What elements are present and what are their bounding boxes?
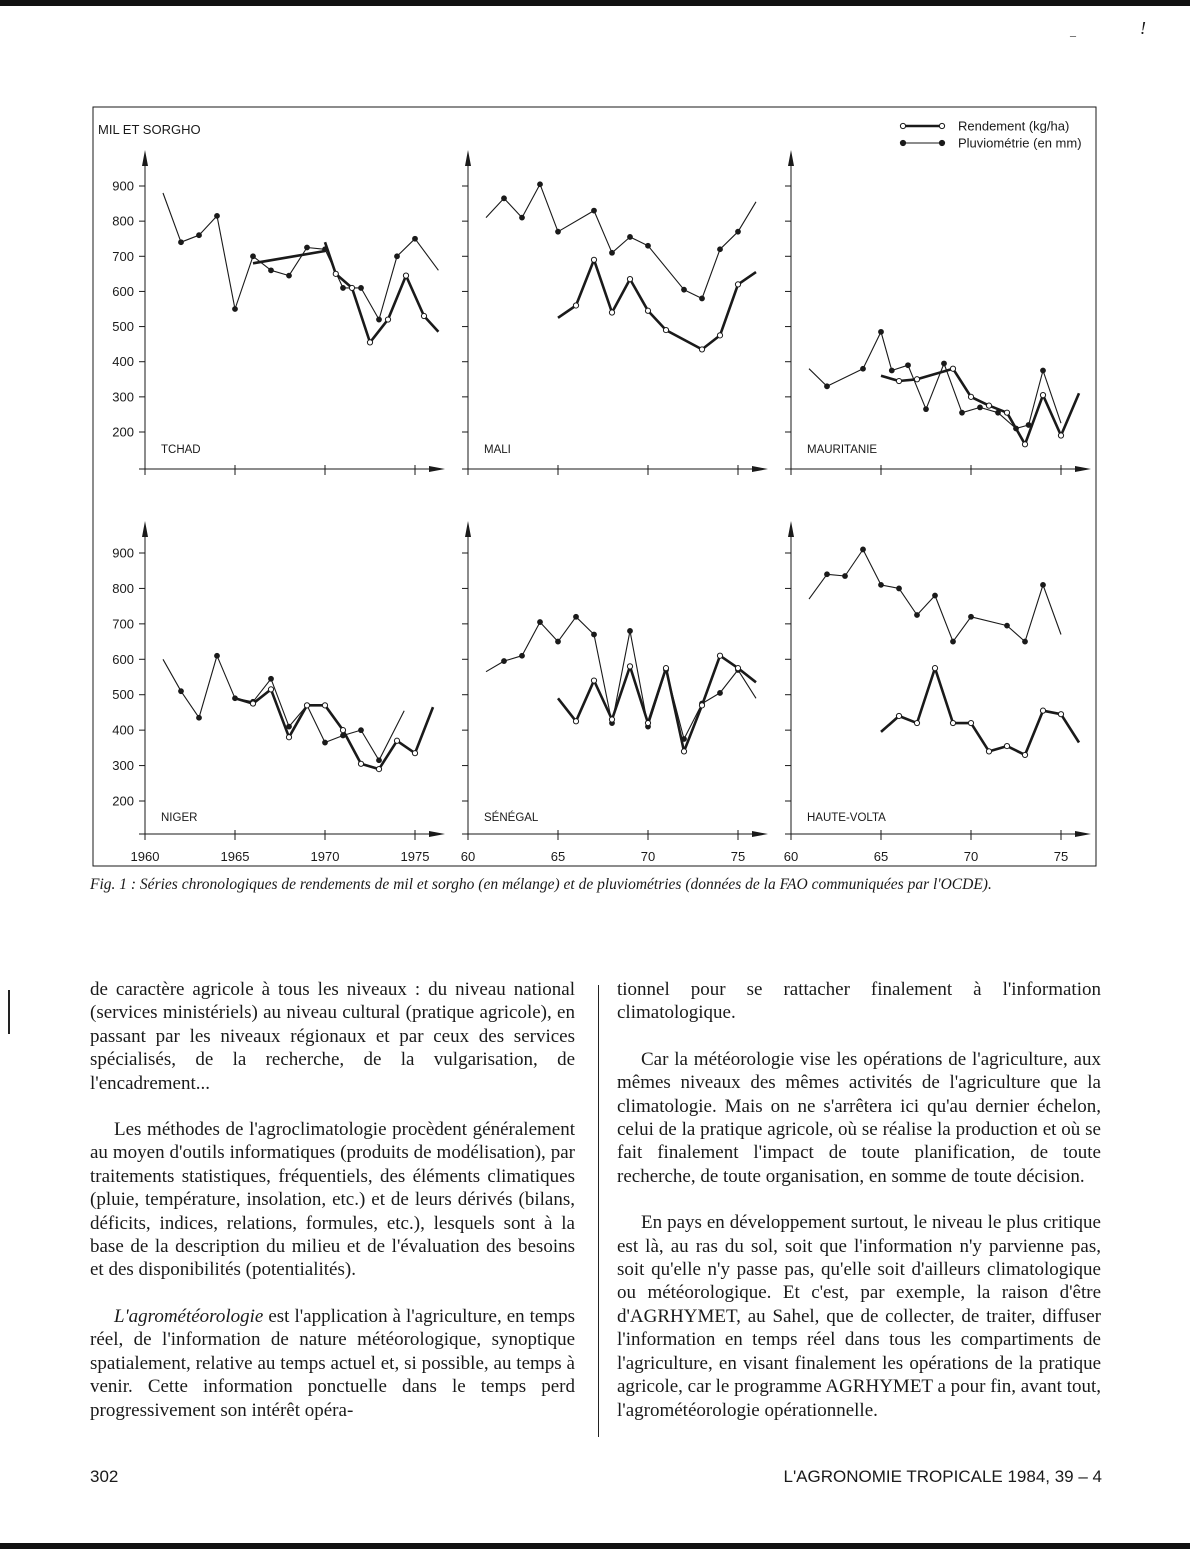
data-point-rain [628,235,633,240]
data-point-rain [233,307,238,312]
data-point-rain [897,586,902,591]
margin-mark: ! [1140,18,1146,38]
data-point-yield [950,720,955,725]
data-point-rain [889,368,894,373]
data-point-rain [197,233,202,238]
data-point-rain [861,547,866,552]
data-point-yield [385,317,390,322]
margin-rule [8,990,10,1034]
data-point-yield [376,767,381,772]
panel-label: MAURITANIE [807,444,878,456]
legend-marker [900,123,905,128]
data-point-yield [609,717,614,722]
x-tick-label: 1970 [310,849,340,864]
x-tick-label: 65 [550,849,566,864]
data-point-rain [413,236,418,241]
data-point-rain [1023,639,1028,644]
data-point-rain [179,689,184,694]
data-point-rain [960,410,965,415]
x-axis-arrow [752,466,768,472]
data-point-rain [718,691,723,696]
data-point-rain [520,215,525,220]
data-point-yield [403,273,408,278]
legend-label: Pluviométrie (en mm) [958,135,1082,151]
data-point-yield [914,377,919,382]
data-point-rain [843,574,848,579]
data-point-yield [591,257,596,262]
data-point-rain [592,208,597,213]
data-point-yield [645,720,650,725]
data-point-yield [421,313,426,318]
data-point-yield [340,728,345,733]
data-point-rain [502,659,507,664]
panel-label: HAUTE-VOLTA [807,812,886,824]
data-point-rain [592,632,597,637]
x-tick-label: 1965 [220,849,250,864]
panel-label: NIGER [161,812,198,824]
y-tick-label: 600 [112,651,134,667]
data-point-yield [896,713,901,718]
data-point-yield [1058,712,1063,717]
x-tick-label: 75 [1053,849,1069,864]
data-point-rain [323,740,328,745]
data-point-rain [574,614,579,619]
data-point-yield [250,701,255,706]
paragraph: L'agrométéorologie est l'application à l'agriculture, en temps réel, de l'information de nature météorologique, synoptique spatialement, relative au temps actuel et, si possible, au temps à venir. Cette information ponctuelle dans le temps perd progressivement son intérêt opéra- [90,1305,575,1421]
chart-panel [112,150,445,475]
y-tick-label: 800 [112,213,134,229]
data-point-rain [825,384,830,389]
data-point-rain [377,317,382,322]
data-point-yield [986,749,991,754]
y-axis-arrow [465,521,471,537]
series-line-rain [486,184,756,298]
x-tick-label: 1960 [130,849,160,864]
series-line-yield [558,260,756,350]
data-point-yield [333,271,338,276]
data-point-rain [197,715,202,720]
data-point-rain [825,572,830,577]
series-line-yield [558,656,756,752]
data-point-yield [968,394,973,399]
y-tick-label: 200 [112,424,134,440]
x-tick-label: 60 [783,849,799,864]
legend-marker [939,140,944,145]
journal-reference: L'AGRONOMIE TROPICALE 1984, 39 – 4 [783,1467,1102,1486]
paragraph: En pays en développement surtout, le niveau le plus critique est là, au ras du sol, soit que l'information n'y parvienne pas, soit qu'elle n'y passe pas, qu'elle soit d'ailleurs climatologique ou météorologique. Et c'est, par exemple, la raison d'être d'AGRHYMET, au Sahel, que de collecter, de traiter, diffuser l'information en temps réel dans tous les compartiments de l'agriculture, en visant finalement les opérations de la pratique agricole, car le programme AGRHYMET a pour fin, avant tout, l'agrométéorologie opérationnelle. [617,1212,1102,1421]
data-point-rain [1041,582,1046,587]
data-point-rain [251,254,256,259]
data-point-rain [269,268,274,273]
data-point-rain [215,213,220,218]
data-point-rain [538,182,543,187]
data-point-rain [736,229,741,234]
panel-label: MALI [484,444,511,456]
data-point-yield [609,310,614,315]
data-point-rain [359,728,364,733]
data-point-yield [322,703,327,708]
y-axis-arrow [788,150,794,166]
data-point-yield [1004,410,1009,415]
scan-bottom-edge [0,1543,1190,1549]
data-point-yield [349,285,354,290]
x-axis-arrow [429,831,445,837]
figure-caption: Fig. 1 : Séries chronologiques de rendements de mil et sorgho (en mélange) et de pluviométries (données de la FAO communiquées par l'OCDE). [90,876,992,893]
legend-item [900,136,1081,151]
y-axis-arrow [142,521,148,537]
chart-panel [461,521,768,864]
data-point-rain [538,620,543,625]
data-point-rain [924,407,929,412]
series-line-yield [235,689,433,769]
x-tick-label: 70 [640,849,656,864]
series-line-rain [163,656,404,761]
data-point-yield [367,340,372,345]
y-tick-label: 300 [112,758,134,774]
series-line-yield [881,668,1079,755]
legend-marker [939,123,944,128]
y-axis-arrow [788,521,794,537]
data-point-rain [502,196,507,201]
data-point-rain [1005,623,1010,628]
y-tick-label: 800 [112,580,134,596]
panel-label: TCHAD [161,444,201,456]
term-emphasis: L'agrométéorologie [114,1305,264,1327]
data-point-yield [968,720,973,725]
data-point-rain [942,361,947,366]
y-axis-arrow [142,150,148,166]
data-point-yield [645,308,650,313]
legend-item [900,119,1069,134]
data-point-rain [179,240,184,245]
data-point-yield [286,735,291,740]
data-point-rain [700,296,705,301]
x-axis-arrow [1075,831,1091,837]
data-point-yield [412,751,417,756]
page-number: 302 [90,1467,119,1486]
x-tick-label: 75 [730,849,746,864]
data-point-rain [628,629,633,634]
data-point-yield [573,303,578,308]
data-point-yield [735,282,740,287]
data-point-rain [969,614,974,619]
data-point-yield [896,378,901,383]
data-point-yield [717,333,722,338]
y-tick-label: 700 [112,248,134,264]
y-tick-label: 900 [112,545,134,561]
data-point-yield [627,277,632,282]
legend-label: Rendement (kg/ha) [958,118,1070,134]
data-point-rain [359,286,364,291]
x-tick-label: 70 [963,849,979,864]
y-axis-arrow [465,150,471,166]
y-tick-label: 700 [112,616,134,632]
x-axis-arrow [752,831,768,837]
series-line-yield [325,242,438,342]
data-point-yield [699,347,704,352]
data-point-yield [1004,743,1009,748]
y-tick-label: 600 [112,283,134,299]
body-column-left [90,978,575,1445]
data-point-yield [591,678,596,683]
y-tick-label: 500 [112,319,134,335]
data-point-yield [573,719,578,724]
series-line-yield [253,251,325,263]
paragraph: tionnel pour se rattacher finalement à l'information climatologique. [617,979,1101,1024]
data-point-yield [268,687,273,692]
data-point-yield [358,761,363,766]
x-axis-arrow [429,466,445,472]
data-point-yield [681,749,686,754]
data-point-yield [1058,433,1063,438]
series-line-rain [809,332,1061,429]
chart-panel [785,150,1091,475]
paragraph: Les méthodes de l'agroclimatologie procèdent généralement au moyen d'outils informatiques (produits de modélisation), par traitements statistiques, fréquentiels, des éléments climatiques (pluie, température, insolation, etc.) et de leurs dérivés (bilans, déficits, indices, relations, formules, etc.), lesquels sont à la base de la description du milieu et de l'évaluation des besoins et des disponibilités (potentialités). [90,1119,575,1281]
data-point-rain [556,639,561,644]
data-point-rain [610,250,615,255]
data-point-rain [215,653,220,658]
x-tick-label: 65 [873,849,889,864]
data-point-yield [663,666,668,671]
data-point-yield [1022,442,1027,447]
data-point-rain [341,286,346,291]
data-point-rain [520,653,525,658]
data-point-rain [933,593,938,598]
chart-panel [784,521,1091,864]
chart-panel [462,150,768,475]
paragraph: de caractère agricole à tous les niveaux : du niveau national (services ministériels) au niveau cultural (pratique agricole), en passant par les niveaux régionaux et par ceux des services spécialisés, de la recherche, de la vulgarisation, de l'encadrement... [90,979,575,1094]
y-tick-label: 200 [112,793,134,809]
data-point-rain [269,676,274,681]
margin-dash: – [1070,28,1076,42]
data-point-rain [861,366,866,371]
y-tick-label: 400 [112,722,134,738]
data-point-yield [914,720,919,725]
data-point-yield [304,703,309,708]
data-point-rain [1041,368,1046,373]
data-point-rain [951,639,956,644]
panel-label: SÉNÉGAL [484,812,539,824]
data-point-rain [879,582,884,587]
data-point-rain [906,363,911,368]
data-point-rain [395,254,400,259]
y-tick-label: 300 [112,389,134,405]
data-point-yield [986,403,991,408]
data-point-yield [394,738,399,743]
data-point-rain [879,329,884,334]
data-point-yield [1040,393,1045,398]
figure-frame [93,107,1096,866]
data-point-rain [305,245,310,250]
data-point-rain [377,758,382,763]
data-point-rain [915,613,920,618]
data-point-yield [735,666,740,671]
data-point-rain [287,724,292,729]
data-point-yield [1040,708,1045,713]
chart-panel [112,521,445,864]
data-point-yield [950,366,955,371]
data-point-yield [717,653,722,658]
column-divider [598,985,599,1437]
data-point-yield [627,664,632,669]
y-tick-label: 400 [112,354,134,370]
x-tick-label: 1975 [400,849,430,864]
data-point-yield [1022,752,1027,757]
data-point-rain [287,273,292,278]
data-point-rain [978,405,983,410]
data-point-yield [663,327,668,332]
y-tick-label: 500 [112,687,134,703]
series-line-rain [486,617,756,739]
x-axis-arrow [1075,466,1091,472]
data-point-yield [699,703,704,708]
data-point-rain [556,229,561,234]
data-point-rain [682,287,687,292]
data-point-yield [932,666,937,671]
figure-title: MIL ET SORGHO [98,122,201,137]
y-tick-label: 900 [112,178,134,194]
paragraph: Car la météorologie vise les opérations de l'agriculture, aux mêmes niveaux des mêmes activités de l'agriculture que la climatologie. Mais on ne s'arrêtera ici qu'au dernier échelon, celui de la pratique agricole, où se réalise la production et où se fait finalement l'impact de toute planification, de toute recherche, de toute organisation, en somme de toute décision. [617,1048,1101,1187]
legend-marker [900,140,905,145]
body-column-right [617,978,1101,1445]
data-point-rain [718,247,723,252]
data-point-rain [646,243,651,248]
x-tick-label: 60 [460,849,476,864]
